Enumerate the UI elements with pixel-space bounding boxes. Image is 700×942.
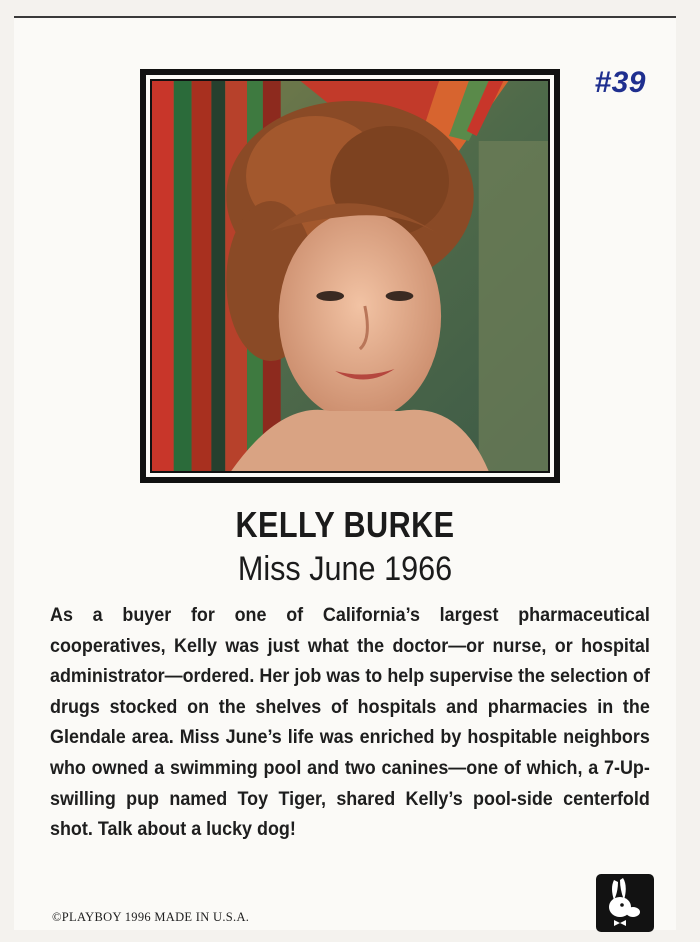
portrait-photo xyxy=(150,79,550,473)
trading-card xyxy=(14,16,676,930)
bio-paragraph: As a buyer for one of California’s largest pharmaceutical cooperatives, Kelly was just what the doctor—or nurse, or hospital administrator—ordered. Her job was to help supervise the selection of drugs stocked on the shelves of hospitals and pharmacies in the Glendale area. Miss June’s life was enriched by hospitable neighbors who owned a swimming pool and two canines—one of which, a 7-Up-swilling pup named Toy Tiger, shared Kelly’s pool-side centerfold shot. Talk about a lucky dog! xyxy=(50,604,650,841)
bunny-logo-icon xyxy=(596,874,654,932)
copyright-notice: ©PLAYBOY 1996 MADE IN U.S.A. xyxy=(52,910,250,924)
portrait-frame xyxy=(140,69,560,483)
card-number: #39 xyxy=(594,66,646,99)
playmate-title: Miss June 1966 xyxy=(237,550,453,588)
portrait-mat xyxy=(146,75,554,477)
portrait-illustration xyxy=(152,81,548,471)
playmate-name: KELLY BURKE xyxy=(235,504,455,545)
